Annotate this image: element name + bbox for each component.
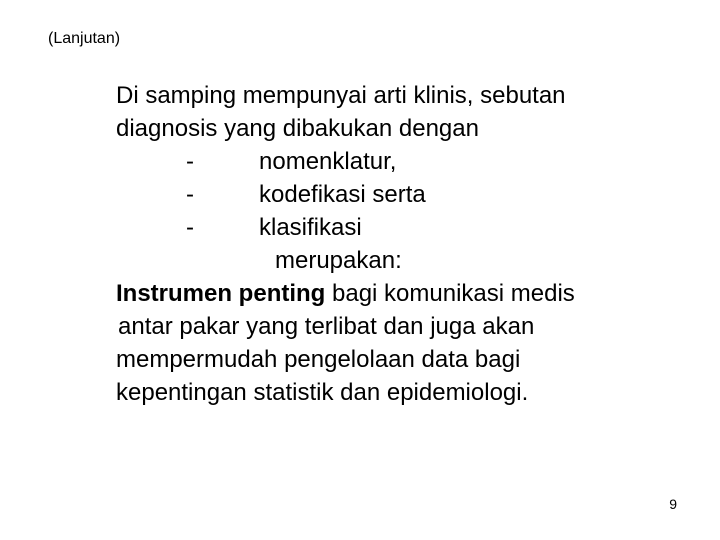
bullet-text: kodefikasi serta [259,181,426,208]
bold-phrase: Instrumen penting [116,280,326,307]
slide-body [116,79,696,409]
bullet-dash: - [186,181,194,208]
intro-line-2: diagnosis yang dibakukan dengan [116,115,479,142]
page-number: 9 [669,496,677,512]
instrumen-line [116,277,696,310]
bullet-item-nomenklatur [116,145,696,178]
bullet-text: nomenklatur, [259,148,397,175]
bullet-text: klasifikasi [259,214,362,241]
bullet-item-klasifikasi [116,211,696,244]
bullet-dash: - [186,214,194,241]
line-after-bold: bagi komunikasi medis [325,280,575,307]
body-line-6: kepentingan statistik dan epidemiologi. [116,379,529,406]
bullet-dash: - [186,148,194,175]
merupakan-line: merupakan: [275,247,402,274]
bullet-item-kodefikasi [116,178,696,211]
continuation-label: (Lanjutan) [48,30,121,47]
intro-line-1: Di samping mempunyai arti klinis, sebutan [116,82,566,109]
body-line-4: antar pakar yang terlibat dan juga akan [118,313,535,340]
body-line-5: mempermudah pengelolaan data bagi [116,346,521,373]
